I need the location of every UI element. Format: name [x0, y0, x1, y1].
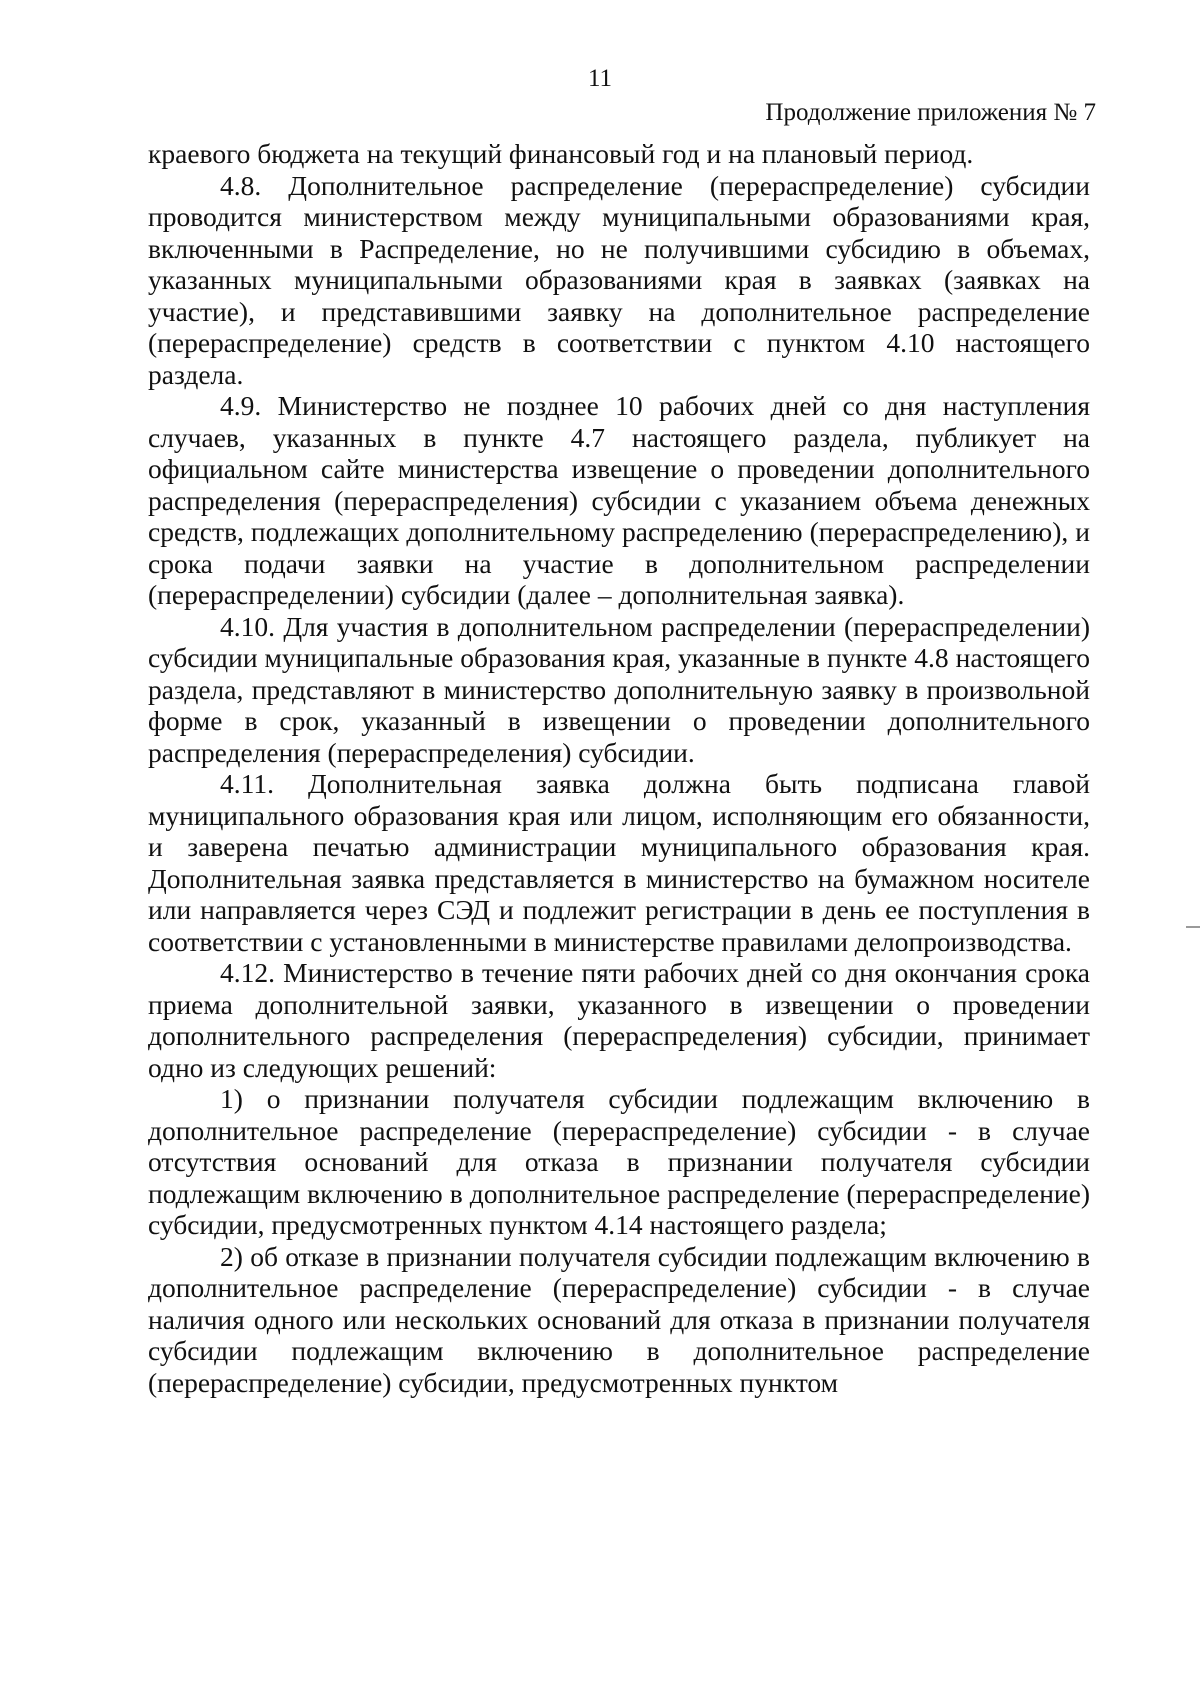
paragraph-4-12: 4.12. Министерство в течение пяти рабочих дней со дня окончания срока приема дополнительной заявки, указанного в извещении о проведении дополнительного распределения (перераспределения) субсидии, принимает одно из следующих решений: [148, 957, 1090, 1083]
list-item-1: 1) о признании получателя субсидии подлежащим включению в дополнительное распределение (перераспределение) субсидии - в случае отсутствия оснований для отказа в признании получателя субсидии подлежащим включению в дополнительное распределение (перераспределение) субсидии, предусмотренных пунктом 4.14 настоящего раздела; [148, 1083, 1090, 1240]
appendix-continuation-note: Продолжение приложения № 7 [765, 99, 1096, 126]
paragraph-4-9: 4.9. Министерство не позднее 10 рабочих дней со дня наступления случаев, указанных в пункте 4.7 настоящего раздела, публикует на официальном сайте министерства извещение о проведении дополнительного распределения (перераспределения) субсидии с указанием объема денежных средств, подлежащих дополнительному распределению (перераспределению), и срока подачи заявки на участие в дополнительном распределении (перераспределении) субсидии (далее – дополнительная заявка). [148, 390, 1090, 610]
list-item-2: 2) об отказе в признании получателя субсидии подлежащим включению в дополнительное распределение (перераспределение) субсидии - в случае наличия одного или нескольких оснований для отказа в признании получателя субсидии подлежащим включению в дополнительное распределение (перераспределение) субсидии, предусмотренных пунктом [148, 1240, 1090, 1398]
paragraph-4-10: 4.10. Для участия в дополнительном распределении (перераспределении) субсидии муниципальные образования края, указанные в пункте 4.8 настоящего раздела, представляют в министерство дополнительную заявку в произвольной форме в срок, указанный в извещении о проведении дополнительного распределения (перераспределения) субсидии. [148, 610, 1090, 768]
paragraph-4-8: 4.8. Дополнительное распределение (перераспределение) субсидии проводится министерством между муниципальными образованиями края, включенными в Распределение, но не получившими субсидию в объемах, указанных муниципальными образованиями края в заявках (заявках на участие), и представившими заявку на дополнительное распределение (перераспределение) средств в соответствии с пунктом 4.10 настоящего раздела. [148, 169, 1090, 390]
page-number: 11 [587, 65, 613, 92]
paragraph-continuation: краевого бюджета на текущий финансовый год и на плановый период. [148, 138, 974, 169]
document-body [148, 138, 1090, 1398]
scan-margin-mark [1186, 926, 1200, 928]
paragraph-4-11: 4.11. Дополнительная заявка должна быть подписана главой муниципального образования края или лицом, исполняющим его обязанности, и заверена печатью администрации муниципального образования края. Дополнительная заявка представляется в министерство на бумажном носителе или направляется через СЭД и подлежит регистрации в день ее поступления в соответствии с установленными в министерстве правилами делопроизводства. [148, 768, 1090, 957]
